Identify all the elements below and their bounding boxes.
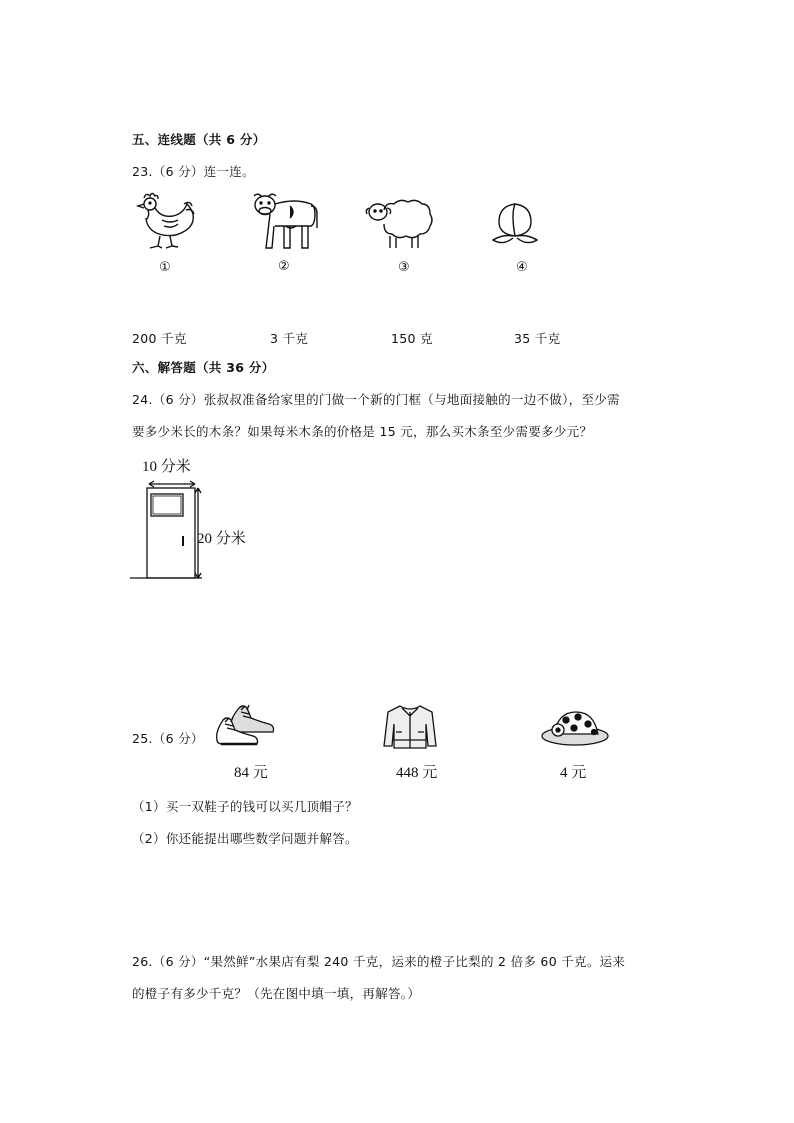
animal-label-2: ② (278, 259, 290, 274)
question-24-line1: 24.（6 分）张叔叔准备给家里的门做一个新的门框（与地面接触的一边不做），至少需 (132, 392, 620, 407)
animal-label-3: ③ (398, 260, 410, 275)
weight-option-3: 150 克 (391, 331, 433, 346)
animal-label-1: ① (159, 260, 171, 275)
question-24-line2: 要多少米长的木条？如果每米木条的价格是 15 元，那么买木条至少需要多少元？ (132, 424, 593, 439)
door-height-label: 20 分米 (197, 531, 246, 547)
weight-option-4: 35 千克 (514, 331, 561, 346)
chicken-icon (134, 190, 198, 252)
jacket-icon (382, 702, 438, 752)
peach-icon (488, 198, 542, 246)
weight-option-1: 200 千克 (132, 331, 187, 346)
question-25-stem: 25.（6 分） (132, 731, 204, 746)
question-26-line2: 的橙子有多少千克？（先在图中填一填，再解答。） (132, 986, 421, 1001)
question-26-line1: 26.（6 分）“果然鲜”水果店有梨 240 千克，运来的橙子比梨的 2 倍多 60 千克。运来 (132, 954, 626, 969)
door-width-label: 10 分米 (142, 459, 191, 475)
question-23-stem: 23.（6 分）连一连。 (132, 164, 255, 179)
question-25-sub2: （2）你还能提出哪些数学问题并解答。 (132, 831, 358, 846)
animal-label-4: ④ (516, 260, 528, 275)
sheep-icon (366, 196, 434, 252)
hat-price: 4 元 (560, 765, 587, 781)
question-25-sub1: （1）买一双鞋子的钱可以买几顶帽子？ (132, 799, 358, 814)
shoes-icon (219, 702, 281, 750)
section-heading-solve: 六、解答题（共 36 分） (132, 360, 275, 375)
hat-icon (540, 708, 610, 748)
jacket-price: 448 元 (396, 765, 438, 781)
shoes-price: 84 元 (234, 765, 268, 781)
weight-option-2: 3 千克 (270, 331, 309, 346)
section-heading-connect: 五、连线题（共 6 分） (132, 132, 266, 147)
cow-icon (250, 190, 320, 252)
